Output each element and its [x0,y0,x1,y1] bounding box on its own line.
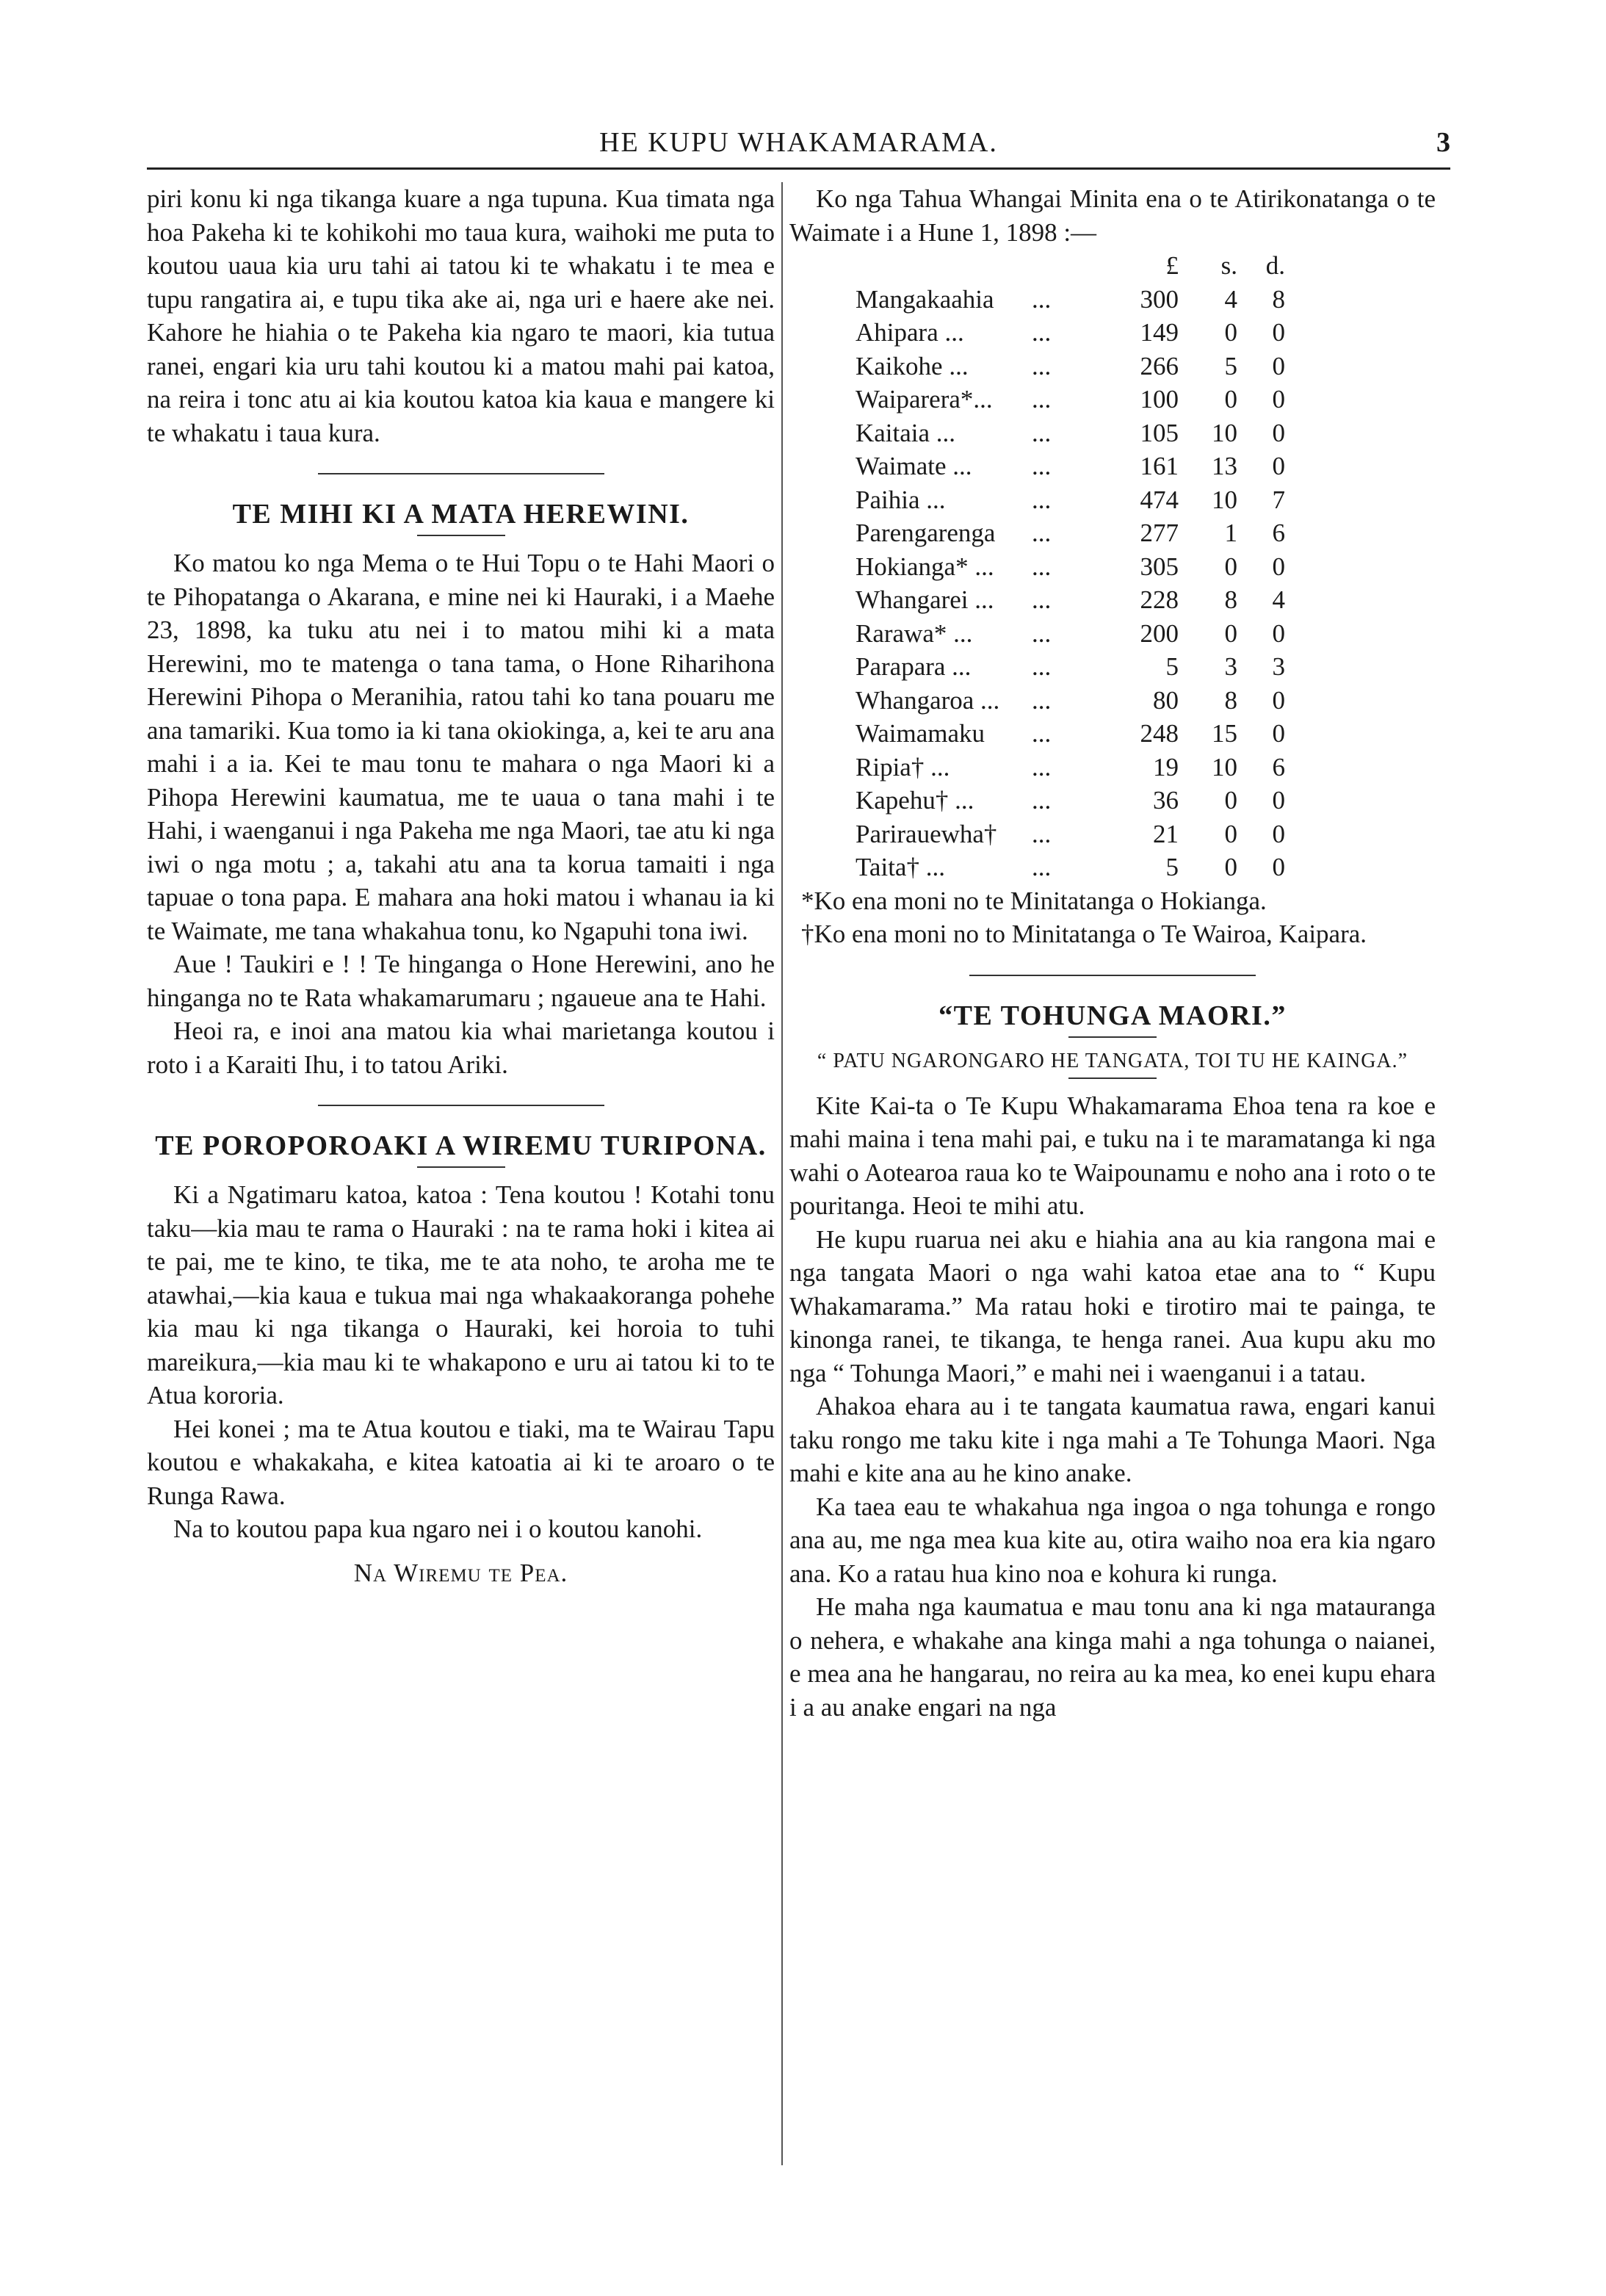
paragraph: Ahakoa ehara au i te tangata kaumatua rawa, engari kanui taku rongo me taku kite i nga mahi a Te Tohunga Maori. Nga mahi e kite ana au he kino anake. [789,1392,1436,1487]
table-row [856,784,1285,817]
district-name: Parapara ... [856,652,972,681]
heading-rule [417,1166,505,1168]
pounds-cell: 5 [1165,853,1179,881]
table-row [856,550,1285,584]
pounds-cell: 100 [1140,385,1179,414]
shillings-cell: 8 [1224,585,1237,614]
table-row [856,617,1285,651]
pounds-cell: 36 [1153,786,1179,815]
pence-cell: 0 [1272,719,1285,748]
shillings-cell: 13 [1212,452,1237,480]
leader-dots: ... [1032,585,1052,614]
leader-dots: ... [1032,819,1052,848]
column-header: s. [1220,251,1237,280]
page-header [147,123,1450,170]
pence-cell: 0 [1272,618,1285,648]
district-name: Parengarenga [856,519,996,547]
paragraph: Hei konei ; ma te Atua koutou e tiaki, ma te Wairau Tapu koutou e whakakaha, e kitea katoatia ai ki te aroaro o te Runga Rawa. [147,1414,775,1510]
leader-dots: ... [1032,318,1052,347]
table-row [856,483,1285,517]
pence-cell: 0 [1272,819,1285,848]
pence-cell: 6 [1272,519,1285,547]
shillings-cell: 0 [1224,618,1237,648]
shillings-cell: 0 [1224,853,1237,881]
pence-cell: 0 [1272,418,1285,447]
section-heading-tohunga: “TE TOHUNGA MAORI.” [938,1000,1287,1031]
pounds-cell: 5 [1165,652,1179,681]
page-number: 3 [1436,127,1450,158]
leader-dots: ... [1032,552,1052,581]
table-row [856,751,1285,784]
table-row [856,650,1285,684]
paragraph: Na to koutou papa kua ngaro nei i o koutou kanohi. [173,1515,703,1543]
shillings-cell: 1 [1224,519,1237,547]
section-divider [318,473,604,474]
heading-rule [1068,1036,1157,1038]
district-name: Whangaroa ... [856,685,1000,715]
pence-cell: 0 [1272,685,1285,715]
table-intro: Ko nga Tahua Whangai Minita ena o te Atirikonatanga o te Waimate i a Hune 1, 1898 :— [789,184,1436,247]
section-divider [318,1105,604,1106]
leader-dots: ... [1032,618,1052,648]
table-row [856,583,1285,617]
heading-rule [1068,1077,1157,1079]
footnote: *Ko ena moni no te Minitatanga o Hokianga. [801,886,1267,915]
pounds-cell: 19 [1153,752,1179,781]
pounds-cell: 266 [1140,351,1179,380]
district-name: Paihia ... [856,485,946,514]
table-row [856,350,1285,383]
district-name: Kapehu† ... [856,786,974,815]
pence-cell: 3 [1272,652,1285,681]
shillings-cell: 0 [1224,786,1237,815]
section-heading-mihi: TE MIHI KI A MATA HEREWINI. [232,499,690,530]
leader-dots: ... [1032,853,1052,881]
table-row [856,450,1285,483]
table-row [856,817,1285,851]
pounds-cell: 21 [1153,819,1179,848]
column-header: £ [1165,251,1179,280]
leader-dots: ... [1032,351,1052,380]
paragraph: Aue ! Taukiri e ! ! Te hinganga o Hone Herewini, ano he hinganga no te Rata whakamarumaru ; ngaueue ana te Hahi. [147,950,775,1012]
pounds-cell: 149 [1140,318,1179,347]
pence-cell: 0 [1272,385,1285,414]
district-name: Parirauewha† [856,819,997,848]
leader-dots: ... [1032,519,1052,547]
pounds-cell: 161 [1140,452,1179,480]
opening-paragraph: piri konu ki nga tikanga kuare a nga tupuna. Kua timata nga hoa Pakeha ki te kohikohi mo taua kura, waihoki me puta to koutou uaua kia uru tahi ai tatou ki te whakatu i te mea e tupu rangatira ai, e tupu tika ake ai, nga uri e haere ake nei. Kahore he hiahia o te Pakeha kia ngaro te maori, kia tutua ranei, engari kia uru tahi koutou ki a matou mahi pai katoa, na reira i tonc atu ai kia koutou katoa kia kaua e mangere ki te whakatu i taua kura. [147,184,775,447]
table-row [856,416,1285,450]
district-name: Waimamaku [856,719,985,748]
section-heading-poroporoaki: TE POROPOROAKI A WIREMU TURIPONA. [155,1130,767,1161]
table-row [856,383,1285,416]
paragraph: He maha nga kaumatua e mau tonu ana ki nga matauranga o nehera, e whakahe ana kinga mahi a nga tohunga o naianei, e mea ana he hangarau, no reira au ka mea, ko enei kupu ehara i a au anake engari na nga [789,1592,1436,1722]
table-body [856,283,1285,884]
leader-dots: ... [1032,719,1052,748]
shillings-cell: 0 [1224,385,1237,414]
shillings-cell: 3 [1224,652,1237,681]
paragraph: Ka taea eau te whakahua nga ingoa o nga tohunga e rongo ana au, me nga mea kua kite au, otira waiho noa era kia ngaro ana. Ko a ratau hua kino noa e kohura ki runga. [789,1492,1436,1588]
leader-dots: ... [1032,752,1052,781]
district-name: Waiparera*... [856,385,993,414]
section-divider [969,975,1256,976]
shillings-cell: 0 [1224,552,1237,581]
pence-cell: 0 [1272,786,1285,815]
paragraph: Kite Kai-ta o Te Kupu Whakamarama Ehoa tena ra koe e mahi maina i tena mahi pai, e tuku na i te maramatanga ki nga wahi o Aotearoa raua ko te Waipounamu e noho ana i roto o te pouritanga. Heoi te mihi atu. [789,1091,1436,1220]
table-row [856,516,1285,550]
shillings-cell: 10 [1212,418,1237,447]
leader-dots: ... [1032,418,1052,447]
district-name: Rarawa* ... [856,618,973,648]
shillings-cell: 0 [1224,318,1237,347]
heading-rule [417,535,505,536]
district-name: Mangakaahia [856,284,994,314]
leader-dots: ... [1032,385,1052,414]
paragraph: Ki a Ngatimaru katoa, katoa : Tena koutou ! Kotahi tonu taku—kia mau te rama o Hauraki : na te rama hoki i kitea ai te pai, me te kino, te tika, me te ata noho, te aroha me te atawhai,—kia kaua e tukua mai nga whakaakoranga pohehe kia mau ki nga tikanga o Hauraki, kei horoia to tuhi mareikura,—kia mau ki te whakapono e uru ai tatou ki to te Atua kororia. [147,1180,775,1409]
section-subheading: “ PATU NGARONGARO HE TANGATA, TOI TU HE KAINGA.” [817,1049,1408,1072]
right-column [789,182,1436,1724]
district-name: Kaitaia ... [856,418,956,447]
shillings-cell: 10 [1212,485,1237,514]
shillings-cell: 8 [1224,685,1237,715]
pounds-cell: 248 [1140,719,1179,748]
leader-dots: ... [1032,485,1052,514]
shillings-cell: 4 [1224,284,1237,314]
district-name: Hokianga* ... [856,552,994,581]
shillings-cell: 15 [1212,719,1237,748]
pence-cell: 0 [1272,351,1285,380]
leader-dots: ... [1032,685,1052,715]
pence-cell: 0 [1272,853,1285,881]
pence-cell: 7 [1272,485,1285,514]
stipend-table [856,249,1285,884]
pence-cell: 4 [1272,585,1285,614]
pounds-cell: 105 [1140,418,1179,447]
pounds-cell: 80 [1153,685,1179,715]
column-rule [781,182,783,2165]
paragraph: Heoi ra, e inoi ana matou kia whai marietanga koutou i roto i a Karaiti Ihu, i to tatou Ariki. [147,1017,775,1079]
table-row [856,717,1285,751]
pounds-cell: 228 [1140,585,1179,614]
pounds-cell: 277 [1140,519,1179,547]
paragraph: He kupu ruarua nei aku e hiahia ana au kia rangona mai e nga tangata Maori o nga wahi katoa etae ana to “ Kupu Whakamarama.” Ma ratau hoki e tirotiro mai te painga, te kinonga ranei, te tikanga, te henga ranei. Aua kupu aku mo nga “ Tohunga Maori,” e mahi nei i waenganui i a tatau. [789,1224,1436,1387]
footnote: †Ko ena moni no to Minitatanga o Te Wairoa, Kaipara. [801,920,1367,948]
table-header-row [856,249,1285,283]
table-row [856,316,1285,350]
district-name: Ripia† ... [856,752,950,781]
pence-cell: 6 [1272,752,1285,781]
leader-dots: ... [1032,652,1052,681]
table-row [856,684,1285,718]
running-title: HE KUPU WHAKAMARAMA. [599,127,998,158]
district-name: Waimate ... [856,452,972,480]
district-name: Taita† ... [856,853,945,881]
shillings-cell: 0 [1224,819,1237,848]
paragraph: Ko matou ko nga Mema o te Hui Topu o te Hahi Maori o te Pihopatanga o Akarana, e mine nei ki Hauraki, i a Maehe 23, 1898, ka tuku atu nei i to matou mihi ki a mata Herewini, mo te matenga o tana tama, o Hone Riharihona Herewini Pihopa o Meranihia, ratou tahi ko tana pouaru me ana tamariki. Kua tomo ia ki tana okiokinga, a, kei te aru ana mahi i a ia. Kei te mau tonu te mahara o nga Maori ki a Pihopa Herewini kaumatua, me te uaua o tana mahi i te Hahi, i waenganui i nga Pakeha me nga Maori, tae atu ki nga iwi o nga motu ; a, takahi atu ana ta korua tamaiti i nga tapuae o tona papa. E mahara ana hoki matou i whanau ia ki te Waimate, me tana whakahua tonu, ko Ngapuhi tona iwi. [147,549,775,945]
pence-cell: 0 [1272,318,1285,347]
column-header: d. [1265,251,1285,280]
pounds-cell: 300 [1140,284,1179,314]
table-row [856,851,1285,884]
leader-dots: ... [1032,452,1052,480]
leader-dots: ... [1032,284,1052,314]
pounds-cell: 200 [1140,618,1179,648]
leader-dots: ... [1032,786,1052,815]
pounds-cell: 474 [1140,485,1179,514]
pence-cell: 0 [1272,552,1285,581]
signature: Na Wiremu te Pea. [353,1558,568,1587]
shillings-cell: 10 [1212,752,1237,781]
pence-cell: 0 [1272,452,1285,480]
district-name: Kaikohe ... [856,351,969,380]
pounds-cell: 305 [1140,552,1179,581]
district-name: Ahipara ... [856,318,964,347]
table-row [856,283,1285,317]
left-column [147,182,775,1589]
shillings-cell: 5 [1224,351,1237,380]
district-name: Whangarei ... [856,585,994,614]
pence-cell: 8 [1272,284,1285,314]
